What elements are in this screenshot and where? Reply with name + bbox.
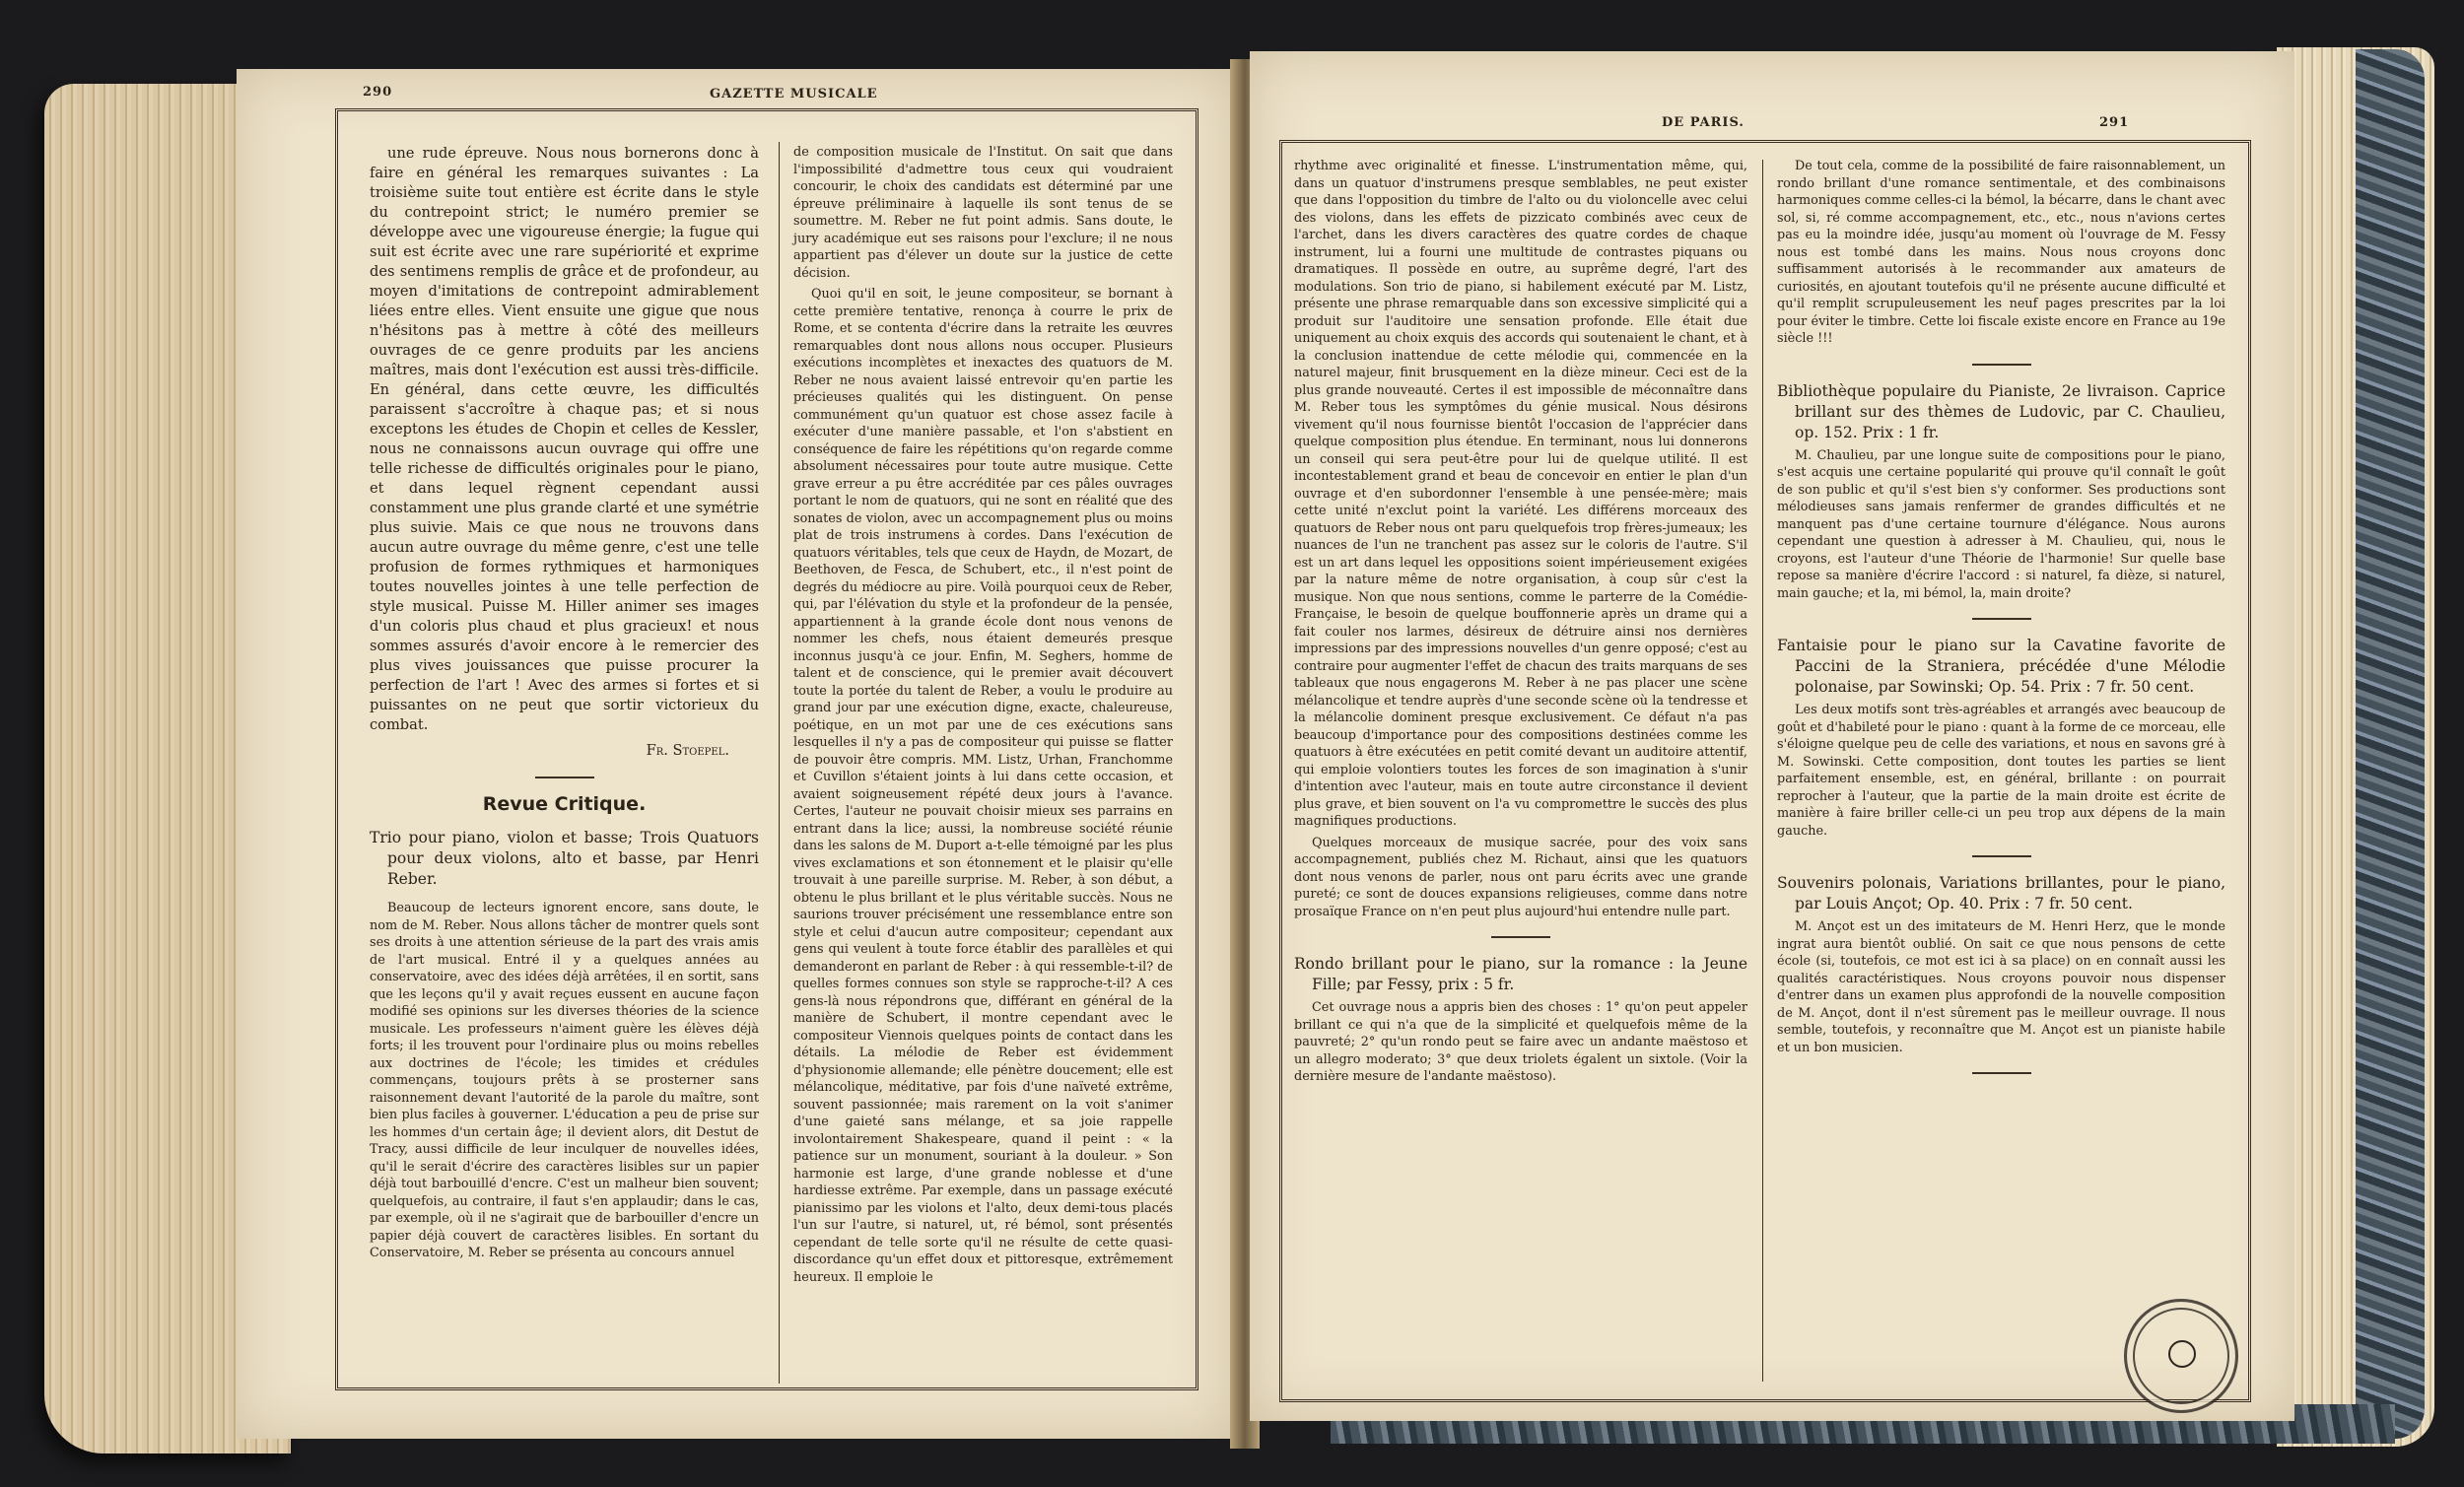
body-paragraph: De tout cela, comme de la possibilité de faire raisonnablement, un rondo brillant d'une romance sentimentale, et des combinaisons harmoniques comme celles-ci la bémol, la bécarre, dans le chant avec sol, si, ré comme accompagnement, etc., etc., nous n'avions certes pas eu la moindre idée, jusqu'au moment où l'ouvrage de M. Fessy nous est tombé dans les mains. Nous nous croyons donc suffisamment autorisés à le recommander aux amateurs de curiosités, en ajoutant toutefois qu'il ne présente aucune difficulté et qu'il remplit scrupuleusement les neuf pages prescrites par la loi pour éviter le timbre. Cette loi fiscale existe encore en France au 19e siècle !!! (1777, 159, 2225, 346)
body-paragraph: Beaucoup de lecteurs ignorent encore, sans doute, le nom de M. Reber. Nous allons tâcher de montrer quels sont ses droits à une attention sérieuse de la part des vrais amis de l'art musical. Entré il y a quelques années au conservatoire, avec des idées déjà arrêtées, il en sortit, sans que les leçons qu'il y avait reçues eussent en aucune façon modifié ses opinions sur les diverses théories de la science musicale. Les professeurs n'aiment guère les élèves déjà forts; il les trouvent pour l'ordinaire plus ou moins rebelles aux doctrines de l'école; les timides et crédules commençans, toujours prêts à se prosterner sans raisonnement devant l'autorité de la parole du maître, sont bien plus faciles à gouverner. L'éducation a peu de prise sur les hommes d'un certain âge; il devient alors, dit Destut de Tracy, aussi difficile de leur inculquer de nouvelles idées, qu'il le serait d'écrire des caractères lisibles sur un papier déjà tout barbouillé d'encre. C'est un malheur bien souvent; quelquefois, au contraire, il faut s'en applaudir; dans le cas, par exemple, où il ne s'agirait que de barbouiller d'encre un papier déjà couvert de caractères lisibles. En sortant du Conservatoire, M. Reber se présenta au concours annuel (370, 901, 759, 1260)
left-column-2 (793, 144, 1173, 1290)
divider (1491, 936, 1550, 938)
column-rule-left (779, 142, 780, 1384)
review-text (370, 900, 759, 1262)
body-paragraph: M. Ançot est un des imitateurs de M. Henri Herz, que le monde ingrat aura bientôt oublié. On sait ce que nous pensons de cette école (si, toutefois, ce mot est ici à sa place) on en connaît aussi les qualités caractéristiques. Nous croyons pouvoir nous dispenser d'entrer dans un examen plus approfondi de la nouvelle composition de M. Ançot, dont il n'est sûrement pas le meilleur ouvrage. Il nous semble, toutefois, y reconnaître que M. Ançot est un pianiste habile et un bon musicien. (1777, 919, 2225, 1055)
running-header-left: GAZETTE MUSICALE (710, 87, 878, 101)
review-entry: Fantaisie pour le piano sur la Cavatine favorite de Paccini de la Straniera, précédée d'une Mélodie polonaise, par Sowinski; Op. 54. Prix : 7 fr. 50 cent. (1777, 637, 2225, 696)
page-number-right: 291 (2099, 115, 2130, 130)
review-entry: Trio pour piano, violon et basse; Trois Quatuors pour deux violons, alto et basse, par Henri Reber. (370, 829, 759, 888)
right-column-1 (1294, 158, 1747, 1090)
right-column-2 (1777, 158, 2225, 1090)
body-paragraph: Les deux motifs sont très-agréables et arrangés avec beaucoup de goût et d'habileté pour le piano : quant à la forme de ce morceau, elle s'éloigne quelque peu de celle des variations, et nous en savons gré à M. Sowinski. Cette composition, dont toutes les parties se lient parfaitement ensemble, est, en général, brillante : on pourrait reprocher à l'auteur, que la partie de la main droite est écrite de manière à faire briller celle-ci un peu trop aux dépens de la main gauche. (1777, 703, 2225, 839)
divider (1972, 618, 2031, 620)
column-rule-right (1762, 160, 1763, 1382)
page-number-left: 290 (363, 85, 393, 100)
review-entry: Bibliothèque populaire du Pianiste, 2e livraison. Caprice brillant sur des thèmes de Ludovic, par C. Chaulieu, op. 152. Prix : 1 fr. (1777, 381, 2225, 441)
marbled-cover (2356, 49, 2425, 1439)
section-title: Revue Critique. (482, 793, 647, 815)
left-column-1 (370, 144, 759, 1266)
body-paragraph: Cet ouvrage nous a appris bien des choses : 1° qu'on peut appeler brillant ce qui n'a que de la simplicité et quelquefois même de la pauvreté; 2° qu'un rondo peut se faire avec un andante maëstoso et un allegro moderato; 3° que deux triolets égalent un sixtole. (Voir la dernière mesure de l'andante maëstoso). (1294, 1000, 1747, 1084)
body-paragraph: M. Chaulieu, par une longue suite de compositions pour le piano, s'est acquis une certaine popularité qui prouve qu'il connaît le goût de son public et qu'il s'est bien s'y conformer. Ses productions sont mélodieuses sans jamais renfermer de grandes difficultés et ne manquent pas d'une certaine tournure d'élégance. Nous aurons cependant une question à adresser à M. Chaulieu, qui, nous le croyons, est l'auteur d'une Théorie de l'harmonie! Sur quelle base repose sa manière d'écrire l'accord : si naturel, fa dièze, si naturel, main gauche; et la, mi bémol, la, main droite? (1777, 447, 2225, 601)
stamp-emblem (2168, 1340, 2196, 1368)
review-entry: Rondo brillant pour le piano, sur la romance : la Jeune Fille; par Fessy, prix : 5 fr. (1294, 955, 1747, 993)
body-paragraph: Quoi qu'il en soit, le jeune compositeur, se bornant à cette première tentative, renonça à courre le prix de Rome, et se contenta d'écrire dans la retraite les œuvres remarquables dont nous allons nous occuper. Plusieurs exécutions incomplètes et inexactes des quatuors de M. Reber ne nous avaient laissé entrevoir qu'en partie les précieuses qualités qui les distinguent. On pense communément qu'un quatuor est chose assez facile à exécuter d'une manière passable, et l'on s'abstient en conséquence de faire les répétitions qu'on regarde comme absolument nécessaires pour toute autre musique. Cette grave erreur a pu être accréditée par ces pâles ouvrages portant le nom de quatuors, qui ne sont en réalité que des sonates de violon, avec un accompagnement plus ou moins plat de trois instrumens à cordes. Dans l'exécution de quatuors véritables, tels que ceux de Haydn, de Mozart, de Beethoven, de Fesca, de Schubert, etc., il n'est point de degrés du médiocre au pire. Voilà pourquoi ceux de Reber, qui, par l'élévation du style et la profondeur de la pensée, appartiennent à la grande école dont nous venons de nommer les chefs, nous étaient demeurés presque inconnus jusqu'à ce jour. Enfin, M. Seghers, homme de talent et de conscience, qui le premier avait découvert toute la portée du talent de Reber, a voulu le produire au grand jour par une exécution digne, exacte, chaleureuse, poétique, en un mot par une de ces exécutions sans lesquelles il n'y a pas de compositeur qui puisse se flatter de pouvoir être compris. MM. Listz, Urhan, Franchomme et Cuvillon s'étaient joints à lui dans cette occasion, et avaient soigneusement répété deux jours à l'avance. Certes, l'auteur ne pouvait choisir mieux ses parrains en entrant dans la lice; aussi, la nombreuse société réunie dans les salons de M. Duport a-t-elle témoigné par les plus vives exclamations et son étonnement et le plaisir qu'elle trouvait à une pareille surprise. M. Reber, à son début, a obtenu le plus brillant et le plus véritable succès. Nous ne saurions trouver précisément une ressemblance entre son style et celui d'aucun autre compositeur; cependant aux gens qui veulent à toute force établir des parallèles et qui demanderont en parlant de Reber : à qui ressemble-t-il? de quelles formes connues son style se rapproche-t-il? A ces gens-là nous répondrons que, différant en général de la manière de Schubert, il montre cependant avec le compositeur Viennois quelques points de contact dans les détails. La mélodie de Reber est évidemment d'physionomie allemande; elle pénètre doucement; elle est mélancolique, méditative, par fois d'une naïveté extrême, souvent passionnée; mais rarement on la voit s'animer d'une gaieté sans mélange, et sa joie rappelle involontairement Shakespeare, quand il peint : « la patience sur un monument, souriant à la douleur. » Son harmonie est large, d'une grande noblesse et d'une hardiesse extrême. Par exemple, dans un passage exécuté pianissimo par les violons et l'alto, deux demi-tous placés l'un sur l'autre, si naturel, ut, ré bémol, sont présentés cependant de telle sorte qu'il ne résulte de cette quasi-discordance qu'un effet doux et pittoresque, extrêmement heureux. Il emploie le (793, 287, 1173, 1285)
divider (535, 777, 594, 778)
divider (1972, 855, 2031, 857)
body-paragraph: une rude épreuve. Nous nous bornerons donc à faire en général les remarques suivantes : La troisième suite tout entière est écrite dans le style du contrepoint strict; le numéro premier se développe avec une vigoureuse énergie; la fugue qui suit est écrite avec une rare supériorité et exprime des sentimens remplis de grâce et de profondeur, au moyen d'imitations de contrepoint admirablement liées entre elles. Vient ensuite une gigue que nous n'hésitons pas à mettre à côté des meilleurs ouvrages de ce genre produits par les anciens maîtres, mais dont l'exécution est aussi très-difficile. En général, dans cette œuvre, les difficultés paraissent s'accroître à chaque pas; et si nous exceptons les études de Chopin et celles de Kessler, nous ne connaissons aucun ouvrage qui offre une telle richesse de difficultés originales pour le piano, et dans lequel règnent cependant aussi constamment une plus grande clarté et une symétrie plus suivie. Mais ce que nous ne trouvons dans aucun autre ouvrage du même genre, c'est une telle profusion de formes rythmiques et harmoniques toutes nouvelles jointes à une telle perfection de style musical. Puisse M. Hiller animer ses images d'un coloris plus chaud et plus gracieux! et nous sommes assurés d'avoir encore à le remercier des plus vives jouissances que puisse procurer la perfection de l'art ! Avec des armes si fortes et si puissantes on ne peut que sortir victorieux du combat. (370, 145, 759, 733)
left-page (237, 69, 1232, 1439)
signature: Fr. Stoepel. (646, 742, 729, 759)
body-paragraph: rhythme avec originalité et finesse. L'instrumentation même, qui, dans un quatuor d'instrumens presque semblables, ne peut exister que dans l'opposition du timbre de l'alto ou du violoncelle avec celui des violons, dans les effets de pizzicato combinés avec ceux de l'archet, dans les divers caractères des quatre cordes de chaque instrument, lui a fourni une multitude de contrastes piquans ou dramatiques. Il possède en outre, au suprême degré, l'art des modulations. Son trio de piano, si habilement exécuté par M. Listz, présente une phrase remarquable dans son excessive simplicité qui a produit sur l'auditoire une sensation profonde. Elle était due uniquement au choix exquis des accords qui soutenaient le chant, et à la conclusion inattendue de cette mélodie qui, commencée en la naturel majeur, finit brusquement en la dièze mineur. Ceci est de la plus grande nouveauté. Certes il est impossible de méconnaître dans M. Reber tous les symptômes du génie musical. Nous désirons vivement qu'il nous fournisse bientôt l'occasion de l'apprécier dans quelque composition plus étendue. En terminant, nous lui donnerons un conseil qui sera peut-être pour lui de quelque utilité. Il est incontestablement grand et beau de concevoir en entier le plan d'un ouvrage et d'en subordonner l'ensemble à une pensée-mère; mais cette unité n'exclut point la variété. Les différens morceaux des quatuors de Reber nous ont paru quelquefois trop frères-jumeaux; les nuances de l'un ne tranchent pas assez sur le coloris de l'autre. S'il est un art dans lequel les oppositions soient impérieusement exigées par la nature même de notre organisation, à coup sûr c'est la musique. Non que nous sentions, comme le parterre de la Comédie-Française, le besoin de quelque bouffonnerie après un drame qui a fait couler nos larmes, désireux de détruire ainsi nos dernières impressions par des impressions nouvelles d'un genre opposé; c'est au contraire pour augmenter l'effet de chacun des traits marquans de ses tableaux que nous engagerons M. Reber à ne pas placer une scène mélancolique et tendre auprès d'une seconde scène où la tendresse et la mélancolie dominent presque exclusivement. Ce défaut n'a pas beaucoup d'importance pour des compositions destinées comme les quatuors à être exécutées en petit comité devant un auditoire attentif, qui emploie volontiers toutes les forces de son imagination à s'unir d'intention avec l'auteur, mais en toute autre circonstance il devient plus grave, et bien souvent on l'a vu compromettre le succès des plus magnifiques productions. (1294, 159, 1747, 829)
running-header-right: DE PARIS. (1662, 115, 1745, 130)
right-page (1250, 51, 2294, 1421)
review-entry: Souvenirs polonais, Variations brillantes, pour le piano, par Louis Ançot; Op. 40. Prix : 7 fr. 50 cent. (1777, 874, 2225, 912)
divider (1972, 364, 2031, 366)
body-paragraph: de composition musicale de l'Institut. On sait que dans l'impossibilité d'admettre tous ceux qui voudraient concourir, le choix des candidats est déterminé par une épreuve préliminaire à laquelle ils sont tenus de se soumettre. M. Reber ne fut point admis. Sans doute, le jury académique eut ses raisons pour l'exclure; il ne nous appartient pas d'élever un doute sur la justice de cette décision. (793, 145, 1173, 281)
divider (1972, 1072, 2031, 1074)
body-paragraph: Quelques morceaux de musique sacrée, pour des voix sans accompagnement, publiés chez M. Richaut, ainsi que les quatuors dont nous venons de parler, nous ont paru écrits avec une grande pureté; ce sont de douces expansions religieuses, comme dans notre prosaïque France on n'en peut plus aujourd'hui entendre nulle part. (1294, 835, 1747, 919)
